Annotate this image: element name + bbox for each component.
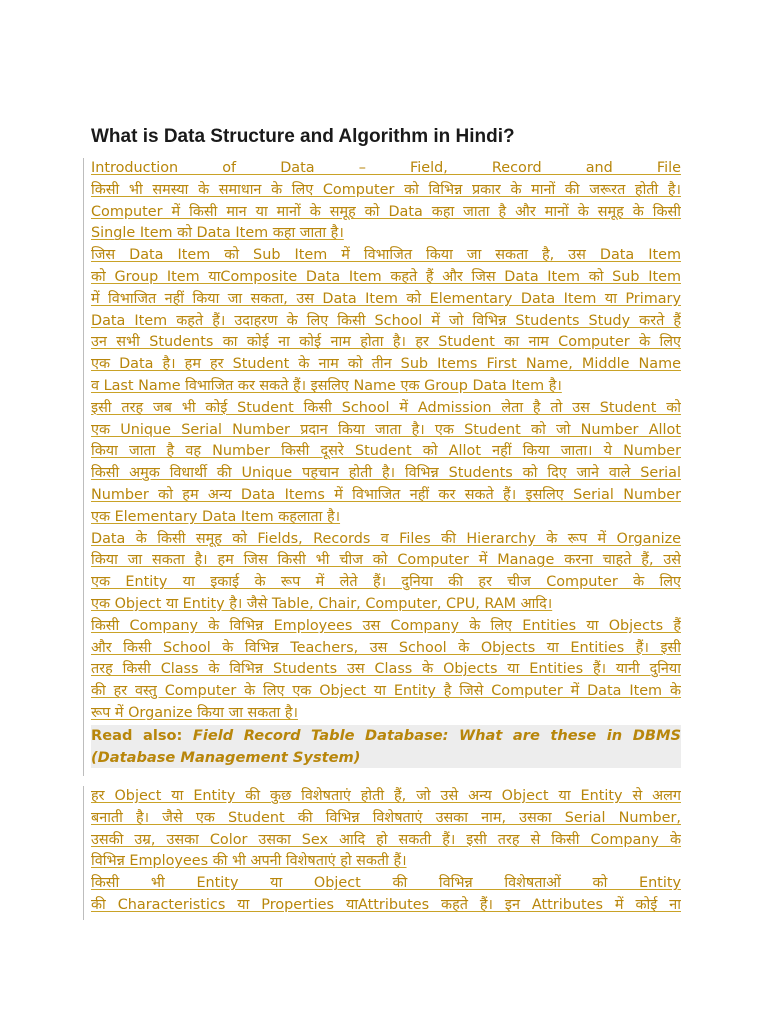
line-4[interactable]: जिस Data Item को Sub Item में विभाजित किया जा सकता है, उस Data Item: [91, 247, 681, 264]
line-14[interactable]: किसी अमुक विधार्थी की Unique पहचान होती है। विभिन्न Students को दिए जाने वाले Serial: [91, 465, 681, 482]
line-24[interactable]: की हर वस्तु Computer के लिए एक Object या Entity है जिसे Computer में Data Item के: [91, 683, 681, 700]
line-s2-3[interactable]: विभिन्न Employees की भी अपनी विशेषताएं हो सकती हैं।: [91, 853, 407, 870]
line-3[interactable]: Single Item को Data Item कहा जाता है।: [91, 225, 344, 242]
line-s2-4[interactable]: किसी भी Entity या Object की विभिन्न विशेषताओं को Entity: [91, 875, 681, 892]
line-s2-5[interactable]: की Characteristics या Properties याAttributes कहते हैं। इन Attributes में कोई ना: [91, 896, 681, 913]
line-13[interactable]: किया जाता है वह Number किसी दूसरे Student को Allot नहीं किया जाता। ये Number: [91, 443, 681, 460]
line-15[interactable]: Number को हम अन्य Data Items में विभाजित नहीं कर सकते हैं। इसलिए Serial Number: [91, 486, 681, 503]
line-21[interactable]: किसी Company के विभिन्न Employees उस Company के लिए Entities या Objects हैं: [91, 617, 681, 634]
line-17[interactable]: Data के किसी समूह को Fields, Records व Files की Hierarchy के रूप में Organize: [91, 530, 681, 547]
page-title: What is Data Structure and Algorithm in Hindi?: [91, 126, 515, 147]
line-6[interactable]: में विभाजित नहीं किया जा सकता, उस Data Item को Elementary Data Item या Primary: [91, 290, 681, 307]
line-s2-1[interactable]: बनाती है। जैसे एक Student की विभिन्न विशेषताएं उसका नाम, उसका Serial Number,: [91, 809, 681, 826]
read-also-line-1[interactable]: [91, 725, 681, 747]
read-also-link-cont[interactable]: (Database Management System): [91, 748, 361, 766]
line-10[interactable]: व Last Name विभाजित कर सकते हैं। इसलिए Name एक Group Data Item है।: [91, 377, 562, 394]
line-19[interactable]: एक Entity या इकाई के रूप में लेते हैं। दुनिया की हर चीज Computer के लिए: [91, 574, 681, 591]
line-22[interactable]: और किसी School के विभिन्न Teachers, उस School के Objects या Entities हैं। इसी: [91, 639, 681, 656]
line-5[interactable]: को Group Item याComposite Data Item कहते हैं और जिस Data Item को Sub Item: [91, 268, 681, 285]
line-12[interactable]: एक Unique Serial Number प्रदान किया जाता है। एक Student को जो Number Allot: [91, 421, 681, 438]
line-18[interactable]: किया जा सकता है। हम जिस किसी भी चीज को Computer में Manage करना चाहते हैं, उसे: [91, 552, 681, 569]
line-25[interactable]: रूप में Organize किया जा सकता है।: [91, 704, 298, 721]
content-block-attributes: [83, 786, 681, 920]
line-23[interactable]: तरह किसी Class के विभिन्न Students उस Class के Objects या Entities हैं। यानी दुनिया: [91, 661, 681, 678]
read-also-line-2[interactable]: [91, 747, 681, 769]
read-also-label: Read also:: [91, 726, 193, 744]
line-s2-0[interactable]: हर Object या Entity की कुछ विशेषताएं होती हैं, जो उसे अन्य Object या Entity से अलग: [91, 788, 681, 804]
line-16[interactable]: एक Elementary Data Item कहलाता है।: [91, 508, 341, 525]
content-block-intro: [83, 158, 681, 776]
line-20[interactable]: एक Object या Entity है। जैसे Table, Chair, Computer, CPU, RAM आदि।: [91, 595, 553, 612]
line-7[interactable]: Data Item कहते हैं। उदाहरण के लिए किसी School में जो विभिन्न Students Study करते हैं: [91, 312, 681, 329]
line-9[interactable]: एक Data है। हम हर Student के नाम को तीन Sub Items First Name, Middle Name: [91, 356, 681, 373]
read-also-link[interactable]: Field Record Table Database: What are these in DBMS: [192, 726, 681, 744]
line-11[interactable]: इसी तरह जब भी कोई Student किसी School में Admission लेता है तो उस Student को: [91, 399, 681, 416]
line-1[interactable]: किसी भी समस्या के समाधान के लिए Computer को विभिन्न प्रकार के मानों की जरूरत होती है।: [91, 181, 681, 198]
line-s2-2[interactable]: उसकी उम्र, उसका Color उसका Sex आदि हो सकती हैं। इसी तरह से किसी Company के: [91, 831, 681, 848]
line-0[interactable]: Introduction of Data – Field, Record and File: [91, 160, 681, 176]
line-2[interactable]: Computer में किसी मान या मानों के समूह को Data कहा जाता है और मानों के समूह के किसी: [91, 203, 681, 220]
line-8[interactable]: उन सभी Students का कोई ना कोई नाम होता है। हर Student का नाम Computer के लिए: [91, 334, 681, 351]
